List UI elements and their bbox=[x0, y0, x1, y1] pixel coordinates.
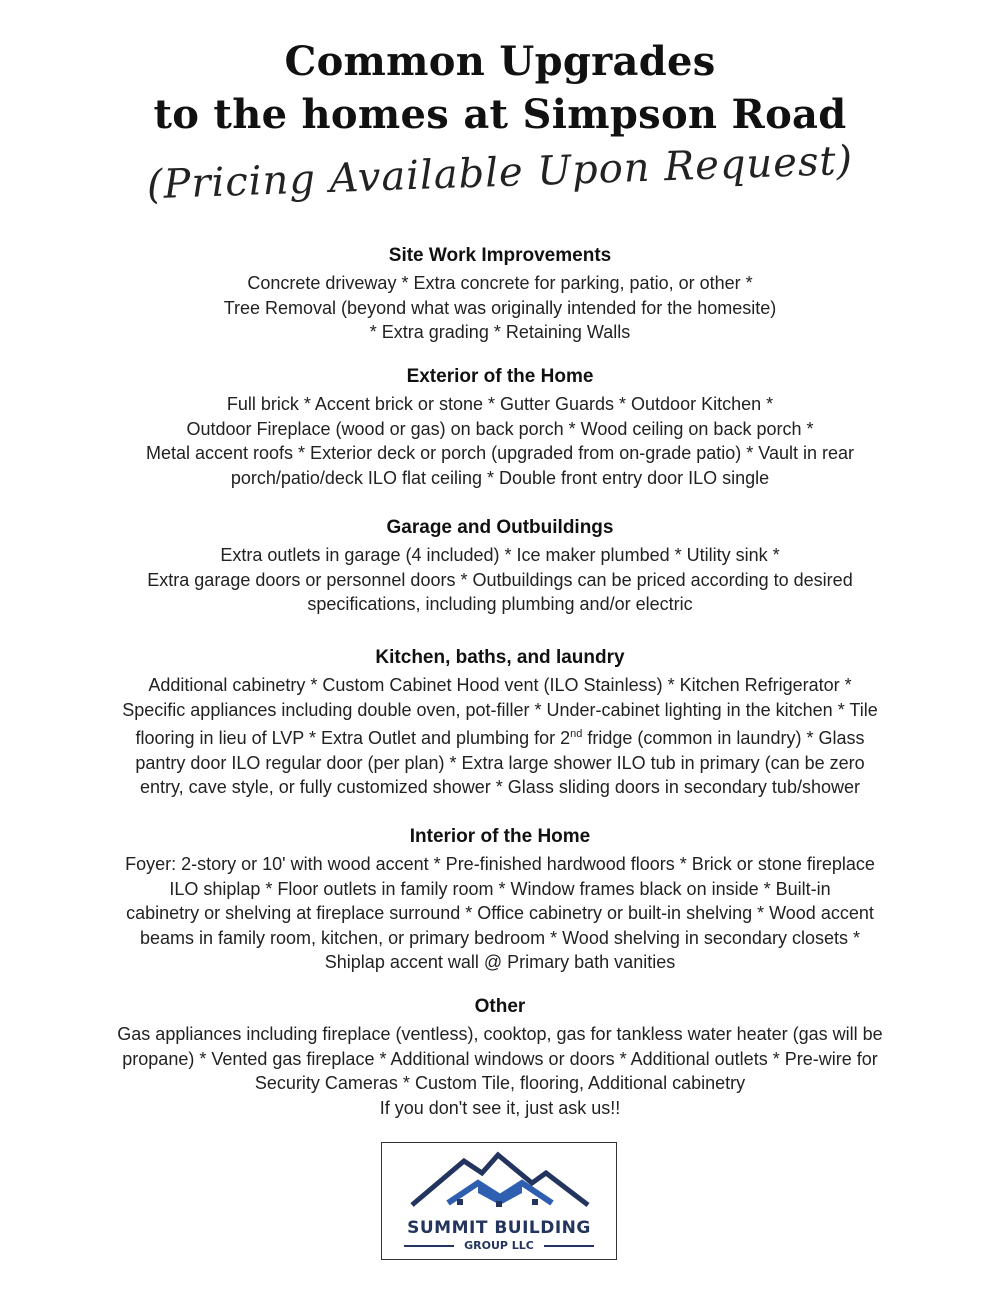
section-line: flooring in lieu of LVP * Extra Outlet and plumbing for 2nd fridge (common in laundry) * Glass bbox=[135, 728, 865, 749]
section-line: propane) * Vented gas fireplace * Additional windows or doors * Additional outlets * Pre-wire for bbox=[122, 1048, 878, 1069]
section-line: specifications, including plumbing and/or electric bbox=[307, 594, 693, 615]
section-line: Extra garage doors or personnel doors * Outbuildings can be priced according to desired bbox=[147, 569, 853, 590]
section-line: cabinetry or shelving at fireplace surround * Office cabinetry or built-in shelving * Wood accent bbox=[126, 903, 874, 924]
section-line: porch/patio/deck ILO flat ceiling * Double front entry door ILO single bbox=[230, 467, 770, 488]
pricing-subtitle: (Pricing Available Upon Request) bbox=[146, 137, 854, 209]
section-heading: Site Work Improvements bbox=[388, 245, 612, 266]
section-kitchen bbox=[0, 647, 1000, 800]
section-line: Foyer: 2-story or 10' with wood accent * Pre-finished hardwood floors * Brick or stone fireplace bbox=[125, 854, 875, 874]
section-heading: Kitchen, baths, and laundry bbox=[375, 647, 625, 668]
section-exterior bbox=[0, 366, 1000, 490]
section-line: Additional cabinetry * Custom Cabinet Hood vent (ILO Stainless) * Kitchen Refrigerator * bbox=[148, 675, 852, 695]
section-heading: Interior of the Home bbox=[409, 826, 591, 847]
section-line: entry, cave style, or fully customized shower * Glass sliding doors in secondary tub/shower bbox=[140, 777, 860, 798]
section-line: Tree Removal (beyond what was originally intended for the homesite) bbox=[223, 297, 777, 318]
logo-company-name: SUMMIT BUILDING bbox=[407, 1218, 591, 1238]
section-heading: Exterior of the Home bbox=[406, 366, 594, 387]
section-line: If you don't see it, just ask us!! bbox=[379, 1097, 621, 1118]
document-title-line2: to the homes at Simpson Road bbox=[153, 91, 847, 138]
section-line: Extra outlets in garage (4 included) * Ice maker plumbed * Utility sink * bbox=[220, 545, 780, 565]
section-line: pantry door ILO regular door (per plan) * Extra large shower ILO tub in primary (can be zero bbox=[135, 752, 865, 773]
section-other bbox=[0, 996, 1000, 1120]
section-line: Shiplap accent wall @ Primary bath vanities bbox=[324, 952, 676, 973]
section-line: Concrete driveway * Extra concrete for parking, patio, or other * bbox=[247, 273, 753, 293]
company-logo bbox=[381, 1142, 617, 1260]
section-line: Outdoor Fireplace (wood or gas) on back porch * Wood ceiling on back porch * bbox=[186, 418, 814, 439]
section-interior bbox=[0, 826, 1000, 975]
mountain-house-icon bbox=[382, 1143, 618, 1215]
section-line: Specific appliances including double oven, pot-filler * Under-cabinet lighting in the kitchen * Tile bbox=[122, 699, 878, 720]
section-line: Gas appliances including fireplace (ventless), cooktop, gas for tankless water heater (gas will be bbox=[117, 1024, 883, 1044]
section-garage bbox=[0, 517, 1000, 617]
section-line: Security Cameras * Custom Tile, flooring, Additional cabinetry bbox=[254, 1073, 746, 1094]
section-line: * Extra grading * Retaining Walls bbox=[369, 322, 631, 343]
section-site-work bbox=[0, 245, 1000, 345]
section-heading: Garage and Outbuildings bbox=[386, 517, 614, 538]
logo-company-suffix: GROUP LLC bbox=[464, 1239, 534, 1252]
section-line: ILO shiplap * Floor outlets in family room * Window frames black on inside * Built-in bbox=[169, 878, 831, 899]
section-heading: Other bbox=[474, 996, 526, 1017]
section-line: Metal accent roofs * Exterior deck or porch (upgraded from on-grade patio) * Vault in rear bbox=[145, 443, 854, 464]
section-line: beams in family room, kitchen, or primary bedroom * Wood shelving in secondary closets * bbox=[140, 927, 860, 948]
section-line: Full brick * Accent brick or stone * Gutter Guards * Outdoor Kitchen * bbox=[226, 394, 774, 414]
document-title-line1: Common Upgrades bbox=[284, 38, 716, 85]
